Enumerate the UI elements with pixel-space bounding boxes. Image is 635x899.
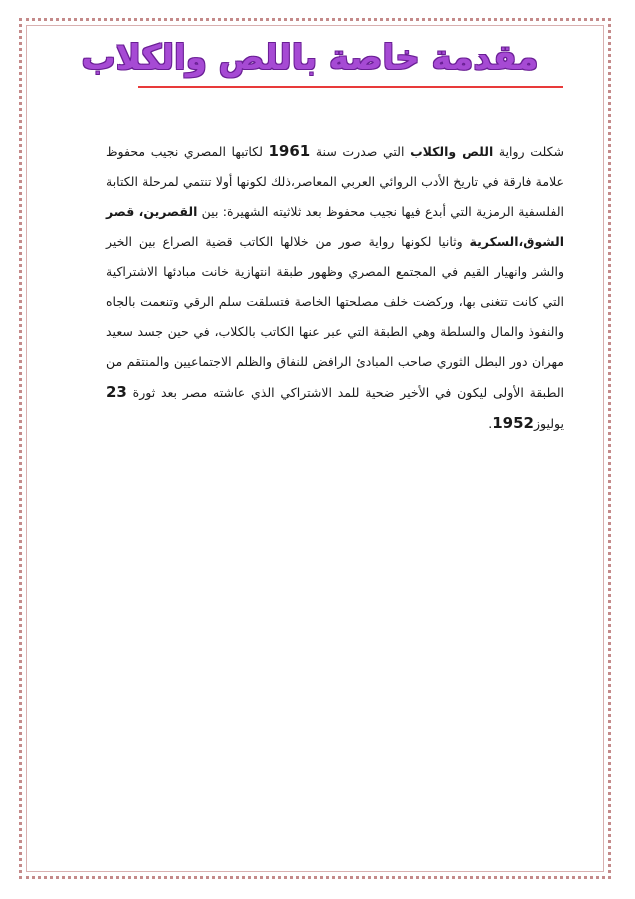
title-underline	[138, 86, 563, 88]
revolution-day: 23	[106, 383, 127, 401]
revolution-year: 1952	[492, 414, 534, 432]
text-segment: لكاتبها المصري نجيب محفوظ علامة فارقة في تاريخ الأدب الروائي العربي المعاصر،ذلك لكونها أولا تنتمي لمرحلة الكتابة الفلسفية الرمزية التي أبدع فيها نجيب محفوظ بعد ثلاثيته الشهيرة: بين	[106, 144, 564, 219]
text-segment: التي صدرت سنة	[310, 144, 411, 159]
text-segment: يوليوز	[533, 416, 564, 431]
novel-title: اللص والكلاب	[410, 144, 494, 159]
trilogy-part-2: قصر الشوق،السكرية	[106, 204, 564, 249]
body-paragraph	[106, 136, 564, 439]
text-segment: وثانيا لكونها رواية صور من خلالها الكاتب قضية الصراع بين الخير والشر وانهيار القيم في المجتمع المصري وظهور طبقة انتهازية خانت مبادئها الاشتراكية التي كانت تتغنى بها، وركضت خلف مصلحتها الخاصة فتسلقت سلم الرقي وتنعمت بالجاه والنفوذ والمال والسلطة وهي الطبقة التي عبر عنها الكاتب بالكلاب، في حين جسد سعيد مهران دور البطل الثوري صاحب المبادئ الرافض للنفاق والظلم الاجتماعيين والمنتقم من الطبقة الأولى ليكون في الأخير ضحية للمد الاشتراكي الذي عاشته مصر بعد ثورة	[106, 234, 564, 400]
text-segment: شكلت رواية	[493, 144, 564, 159]
document-title: مقدمة خاصة باللص والكلاب	[81, 38, 539, 78]
trilogy-part-1: القصرين،	[138, 204, 198, 219]
text-segment: .	[488, 416, 493, 431]
year-published: 1961	[268, 142, 311, 160]
